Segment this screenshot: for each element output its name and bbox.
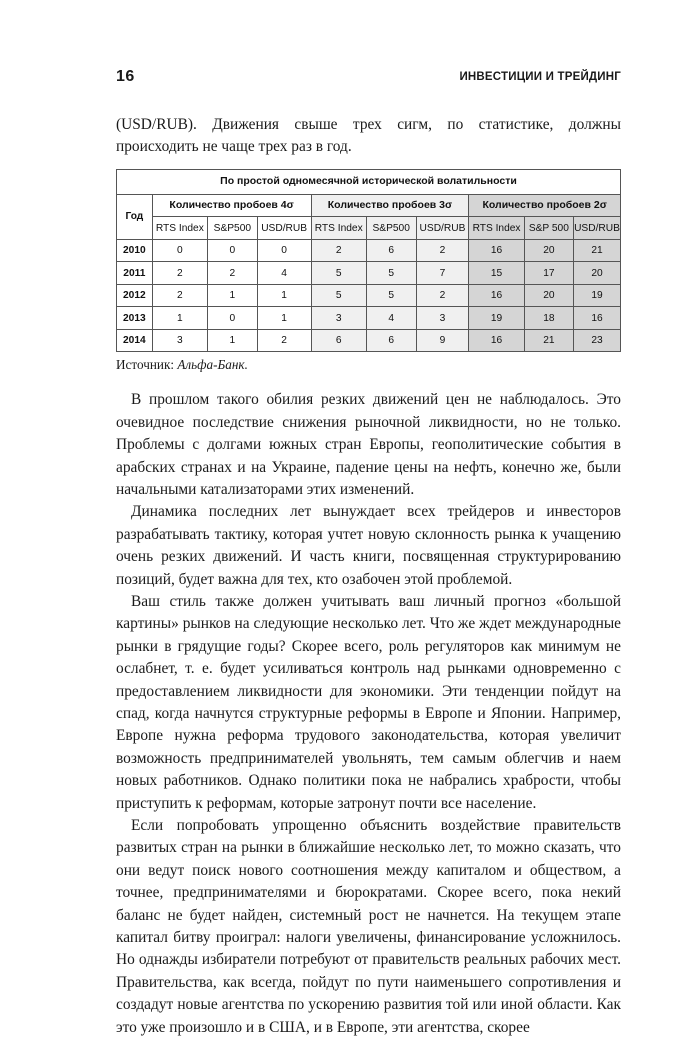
table-cell: 21 bbox=[574, 239, 621, 262]
table-cell: 20 bbox=[524, 284, 573, 307]
page-header bbox=[116, 68, 621, 88]
table-cell: 2 bbox=[208, 262, 258, 285]
table-cell: 2 bbox=[152, 284, 207, 307]
table-cell: 1 bbox=[257, 307, 311, 330]
table-cell: 21 bbox=[524, 329, 573, 352]
table-cell: 19 bbox=[469, 307, 524, 330]
table-cell: 1 bbox=[257, 284, 311, 307]
page-number: 16 bbox=[116, 68, 135, 85]
table-cell: 6 bbox=[311, 329, 366, 352]
table-cell: 1 bbox=[152, 307, 207, 330]
table-cell: 5 bbox=[311, 262, 366, 285]
table-cell: 20 bbox=[574, 262, 621, 285]
year-cell: 2013 bbox=[117, 307, 153, 330]
table-cell: 15 bbox=[469, 262, 524, 285]
column-header: USD/RUB bbox=[257, 217, 311, 240]
body-paragraph: В прошлом такого обилия резких движений цен не наблюдалось. Это очевидное последствие снижения рыночной ликвидности, но не только. Проблемы с долгами южных стран Европы, геополитические события в арабских странах и на Украине, падение цены на нефть, конечно же, были начальными катализаторами этих изменений. bbox=[116, 391, 621, 498]
year-cell: 2014 bbox=[117, 329, 153, 352]
table-cell: 16 bbox=[574, 307, 621, 330]
table-cell: 5 bbox=[366, 284, 416, 307]
page-content bbox=[116, 114, 621, 1039]
source-label: Источник: bbox=[116, 357, 175, 373]
table-row bbox=[117, 307, 621, 330]
year-cell: 2012 bbox=[117, 284, 153, 307]
column-header: USD/RUB bbox=[574, 217, 621, 240]
column-header: S&P500 bbox=[366, 217, 416, 240]
table-cell: 1 bbox=[208, 284, 258, 307]
group-header-3sigma: Количество пробоев 3σ bbox=[311, 194, 469, 217]
table-cell: 6 bbox=[366, 239, 416, 262]
table-cell: 2 bbox=[416, 284, 469, 307]
table-cell: 2 bbox=[311, 239, 366, 262]
body-paragraph: Если попробовать упрощенно объяснить воздействие правительств развитых стран на рынки в ближайшие несколько лет, то можно сказать, что они ведут поиск нового соотношения между капиталом и обществом, а точнее, предпринимателями и бюрократами. Скорее всего, пока некий баланс не будет найден, системный рост не начнется. На текущем этапе капитал битву проиграл: налоги увеличены, финансирование усложнилось. Но однажды избиратели потребуют от правительств реальных рабочих мест. Правительства, как всегда, пойдут по пути наименьшего сопротивления и создадут новые агентства по ускорению развития той или иной области. Как это уже произошло и в США, и в Европе, эти агентства, скорее bbox=[116, 817, 621, 1036]
table-cell: 6 bbox=[366, 329, 416, 352]
table-body bbox=[117, 239, 621, 352]
table-cell: 9 bbox=[416, 329, 469, 352]
table-cell: 16 bbox=[469, 329, 524, 352]
table-row bbox=[117, 262, 621, 285]
year-cell: 2010 bbox=[117, 239, 153, 262]
table-cell: 16 bbox=[469, 284, 524, 307]
table-cell: 2 bbox=[152, 262, 207, 285]
intro-paragraph: (USD/RUB). Движения свыше трех сигм, по статистике, должны происходить не чаще трех раз в год. bbox=[116, 116, 621, 156]
column-header: RTS Index bbox=[152, 217, 207, 240]
table-cell: 16 bbox=[469, 239, 524, 262]
column-header: S&P 500 bbox=[524, 217, 573, 240]
table-cell: 20 bbox=[524, 239, 573, 262]
table-cell: 4 bbox=[257, 262, 311, 285]
body-paragraph: Ваш стиль также должен учитывать ваш личный прогноз «большой картины» рынков на следующие несколько лет. Что же ждет международные рынки в грядущие годы? Скорее всего, роль регуляторов как минимум не ослабнет, т. е. будет усиливаться контроль над рынками одновременно с предоставлением ликвидности для экономики. Эти тенденции пойдут на спад, когда начнутся структурные реформы в Европе и Японии. Например, Европе нужна реформа трудового законодательства, которая увеличит возможность предпринимателей увольнять, тем самым облегчив и наем новых работников. Однако политики пока не набрались храбрости, чтобы приступить к реформам, которые затронут почти все население. bbox=[116, 592, 621, 812]
volatility-table bbox=[116, 169, 621, 353]
table-cell: 0 bbox=[208, 239, 258, 262]
table-row bbox=[117, 284, 621, 307]
column-header: RTS Index bbox=[311, 217, 366, 240]
table-cell: 2 bbox=[257, 329, 311, 352]
year-cell: 2011 bbox=[117, 262, 153, 285]
body-paragraph: Динамика последних лет вынуждает всех трейдеров и инвесторов разрабатывать тактику, которая учтет новую склонность рынка к учащению очень резких движений. И часть книги, посвященная структурированию позиций, будет важна для тех, кто озабочен этой проблемой. bbox=[116, 503, 621, 588]
table-cell: 1 bbox=[208, 329, 258, 352]
table-cell: 3 bbox=[311, 307, 366, 330]
table-caption: По простой одномесячной исторической волатильности bbox=[117, 169, 621, 194]
group-header-4sigma: Количество пробоев 4σ bbox=[152, 194, 311, 217]
table-source bbox=[116, 355, 621, 375]
column-header: RTS Index bbox=[469, 217, 524, 240]
year-header: Год bbox=[117, 194, 153, 239]
column-header: S&P500 bbox=[208, 217, 258, 240]
table-cell: 18 bbox=[524, 307, 573, 330]
table-cell: 23 bbox=[574, 329, 621, 352]
table-cell: 3 bbox=[416, 307, 469, 330]
table-cell: 5 bbox=[366, 262, 416, 285]
table-cell: 0 bbox=[208, 307, 258, 330]
table-cell: 19 bbox=[574, 284, 621, 307]
running-title: ИНВЕСТИЦИИ И ТРЕЙДИНГ bbox=[459, 71, 621, 83]
table-cell: 3 bbox=[152, 329, 207, 352]
table-cell: 0 bbox=[257, 239, 311, 262]
table-cell: 17 bbox=[524, 262, 573, 285]
table-cell: 0 bbox=[152, 239, 207, 262]
table-cell: 2 bbox=[416, 239, 469, 262]
table-row bbox=[117, 239, 621, 262]
column-header: USD/RUB bbox=[416, 217, 469, 240]
table-cell: 4 bbox=[366, 307, 416, 330]
table-cell: 5 bbox=[311, 284, 366, 307]
group-header-2sigma: Количество пробоев 2σ bbox=[469, 194, 621, 217]
source-value: Альфа-Банк. bbox=[177, 357, 248, 373]
table-row bbox=[117, 329, 621, 352]
table-cell: 7 bbox=[416, 262, 469, 285]
